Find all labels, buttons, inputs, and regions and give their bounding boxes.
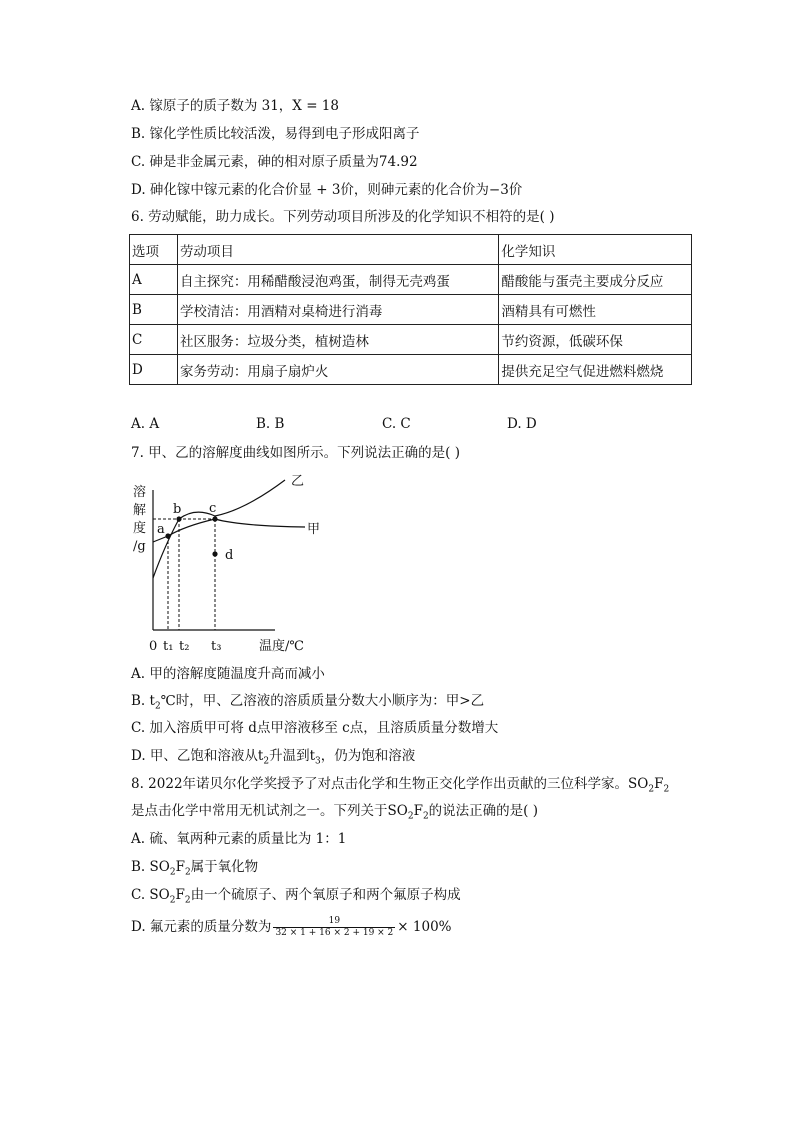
text-span: × 100%: [397, 919, 452, 935]
curve-label-yi: 乙: [291, 474, 305, 489]
q6-option-d: D. D: [507, 416, 537, 432]
table-cell: A: [130, 265, 178, 295]
point-label-b: b: [173, 502, 182, 517]
table-cell: 社区服务：垃圾分类，植树造林: [177, 325, 498, 355]
q8-option-d: [131, 914, 452, 940]
origin-label: 0: [149, 639, 158, 654]
text-span: 属于氧化物: [190, 859, 259, 875]
y-label-char: 溶: [133, 485, 147, 500]
point-b: [176, 516, 181, 521]
curve-label-jia: 甲: [307, 522, 321, 537]
table-cell: 酒精具有可燃性: [499, 295, 692, 325]
point-c: [212, 516, 217, 521]
table-cell: 家务劳动：用扇子扇炉火: [177, 355, 498, 385]
text-span: ，仍为饱和溶液: [320, 748, 416, 764]
text-span: B. t: [131, 693, 155, 709]
solubility-graph: [125, 470, 325, 660]
table-row: [130, 355, 692, 385]
q6-table: [129, 234, 692, 385]
table-row: [130, 325, 692, 355]
subscript: 2: [648, 784, 655, 795]
q6-option-b: B. B: [256, 416, 285, 432]
fraction-denominator: 32 × 1 + 16 × 2 + 19 × 2: [275, 928, 394, 938]
table-row: [130, 265, 692, 295]
curve-yi: [153, 480, 285, 578]
subscript: 2: [169, 895, 176, 906]
point-label-c: c: [209, 501, 217, 516]
q5-option-c: C. 砷是非金属元素，砷的相对原子质量为74.92: [131, 154, 418, 170]
table-cell: 醋酸能与蛋壳主要成分反应: [499, 265, 692, 295]
point-label-d: d: [225, 548, 234, 563]
table-cell: C: [130, 325, 178, 355]
q7-option-b: [131, 692, 484, 716]
table-header-row: [130, 235, 692, 265]
q6-options: [131, 416, 691, 434]
point-label-a: a: [157, 522, 165, 537]
text-span: C. SO: [131, 887, 170, 903]
point-d: [212, 551, 217, 556]
text-span: F: [654, 776, 664, 792]
text-span: F: [175, 859, 185, 875]
q6-stem: 6. 劳动赋能，助力成长。下列劳动项目所涉及的化学知识不相符的是( ): [131, 209, 555, 225]
q8-option-c: [131, 886, 461, 910]
text-span: 8. 2022年诺贝尔化学奖授予了对点击化学和生物正交化学作出贡献的三位科学家。SO: [131, 776, 649, 792]
q5-option-a: A. 镓原子的质子数为 31，X = 18: [131, 98, 339, 114]
y-label-char: 解: [133, 503, 147, 518]
subscript: 2: [263, 756, 270, 767]
subscript: 2: [422, 811, 429, 822]
text-span: 由一个硫原子、两个氧原子和两个氟原子构成: [190, 887, 461, 903]
text-span: 的说法正确的是( ): [428, 803, 538, 819]
table-cell: 提供充足空气促进燃料燃烧: [499, 355, 692, 385]
q8-option-b: [131, 858, 258, 882]
text-span: ℃时，甲、乙溶液的溶质质量分数大小顺序为：甲>乙: [160, 693, 485, 709]
table-header-cell: 选项: [130, 235, 178, 265]
mass-fraction: [273, 916, 395, 939]
q6-option-c: C. C: [382, 416, 411, 432]
q8-option-a: A. 硫、氧两种元素的质量比为 1：1: [131, 831, 347, 847]
subscript: 2: [663, 784, 670, 795]
q6-option-a: A. A: [131, 416, 160, 432]
table-cell: 节约资源，低碳环保: [499, 325, 692, 355]
table-row: [130, 295, 692, 325]
y-label-char: 度: [133, 521, 147, 536]
q5-option-d: D. 砷化镓中镓元素的化合价显 + 3价，则砷元素的化合价为−3价: [131, 182, 523, 198]
q8-stem-line1: [131, 775, 669, 799]
subscript: 3: [315, 756, 321, 767]
tick-label-t2: t₂: [179, 639, 190, 654]
subscript: 2: [184, 867, 191, 878]
x-label: 温度/℃: [259, 639, 304, 654]
table-header-cell: 化学知识: [499, 235, 692, 265]
text-span: 是点击化学中常用无机试剂之一。下列关于SO: [131, 803, 408, 819]
subscript: 2: [184, 895, 191, 906]
text-span: D. 氟元素的质量分数为: [131, 919, 272, 935]
tick-label-t3: t₃: [211, 639, 222, 654]
subscript: 2: [154, 701, 161, 712]
table-cell: D: [130, 355, 178, 385]
subscript: 2: [169, 867, 176, 878]
text-span: B. SO: [131, 859, 170, 875]
text-span: 升温到t: [269, 748, 316, 764]
tick-label-t1: t₁: [163, 639, 174, 654]
q7-stem: 7. 甲、乙的溶解度曲线如图所示。下列说法正确的是( ): [131, 445, 460, 461]
q7-option-d: [131, 747, 415, 771]
table-cell: 自主探究：用稀醋酸浸泡鸡蛋，制得无壳鸡蛋: [177, 265, 498, 295]
text-span: F: [413, 803, 423, 819]
table-cell: B: [130, 295, 178, 325]
point-a: [165, 533, 170, 538]
text-span: F: [175, 887, 185, 903]
table-cell: 学校清洁：用酒精对桌椅进行消毒: [177, 295, 498, 325]
table-header-cell: 劳动项目: [177, 235, 498, 265]
curve-jia: [153, 519, 305, 542]
y-label-char: /g: [133, 539, 146, 554]
q8-stem-line2: [131, 802, 538, 826]
q7-option-c: C. 加入溶质甲可将 d点甲溶液移至 c点，且溶质质量分数增大: [131, 720, 499, 736]
text-span: D. 甲、乙饱和溶液从t: [131, 748, 264, 764]
fraction-numerator: 19: [328, 916, 341, 926]
subscript: 2: [407, 811, 414, 822]
q5-option-b: B. 镓化学性质比较活泼，易得到电子形成阳离子: [131, 126, 420, 142]
q7-option-a: A. 甲的溶解度随温度升高而减小: [131, 666, 325, 682]
